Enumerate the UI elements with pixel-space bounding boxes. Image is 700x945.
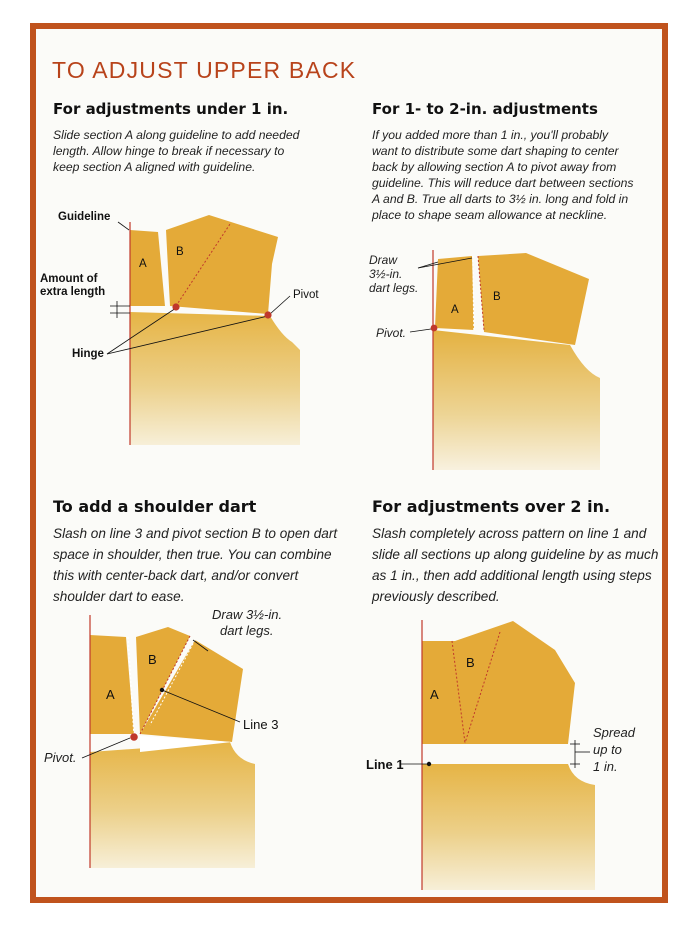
lower-back-piece bbox=[130, 312, 300, 445]
lower-back-piece bbox=[90, 742, 255, 868]
upper-back-piece bbox=[422, 621, 575, 744]
heading-over-2-in: For adjustments over 2 in. bbox=[372, 497, 611, 516]
hinge-label: Hinge bbox=[72, 348, 104, 360]
pivot-label: Pivot. bbox=[376, 326, 407, 340]
section-a-label: A bbox=[139, 258, 147, 270]
pivot-label: Pivot. bbox=[44, 750, 77, 765]
guideline-label: Guideline bbox=[58, 211, 111, 223]
pivot-dot bbox=[431, 325, 438, 332]
section-b-label: B bbox=[466, 655, 475, 670]
section-b-label: B bbox=[176, 246, 184, 258]
section-b bbox=[166, 215, 278, 314]
line-3-label: Line 3 bbox=[243, 717, 279, 732]
section-a bbox=[130, 230, 165, 306]
diagram-under-1-in bbox=[107, 215, 300, 445]
diagram-shoulder-dart bbox=[82, 615, 255, 868]
text-1-to-2-in: If you added more than 1 in., you'll probably want to distribute some dart shaping to center back by allowing section A to pivot away from guideline. This will reduce dart between sections A and B. True all darts to 3½ in. long and fold in place to shape seam allowance at neckline. bbox=[372, 128, 634, 222]
diagram-1-to-2-in bbox=[410, 250, 600, 470]
text-shoulder-dart: Slash on line 3 and pivot section B to open dart space in shoulder, then true. You can combine this with center-back dart, and/or convert shoulder dart to ease. bbox=[53, 526, 338, 604]
page-title: TO ADJUST UPPER BACK bbox=[52, 57, 357, 83]
lower-back-piece bbox=[433, 330, 600, 470]
draw-dart-legs-label: Draw 3½-in. dart legs. bbox=[369, 253, 419, 295]
spread-label: Spread up to 1 in. bbox=[593, 725, 635, 774]
draw-dart-legs-label: Draw 3½-in. dart legs. bbox=[212, 607, 283, 638]
pivot-dot bbox=[130, 733, 138, 741]
section-b-label: B bbox=[148, 652, 157, 667]
diagram-over-2-in bbox=[400, 620, 595, 890]
section-b-label: B bbox=[493, 291, 501, 303]
text-under-1-in: Slide section A along guideline to add needed length. Allow hinge to break if necessary to keep section A aligned with guideline. bbox=[53, 128, 300, 174]
section-a bbox=[90, 635, 134, 734]
lower-back-piece bbox=[422, 764, 595, 890]
pivot-dot bbox=[264, 311, 271, 318]
amount-extra-length-label: Amount of extra length bbox=[40, 273, 106, 298]
hinge-dot bbox=[172, 303, 179, 310]
section-a-label: A bbox=[106, 687, 115, 702]
pivot-label: Pivot bbox=[293, 289, 319, 301]
text-over-2-in: Slash completely across pattern on line 1 and slide all sections up along guideline by as much as 1 in., then add additional length using steps previously described. bbox=[372, 526, 659, 604]
section-a-label: A bbox=[430, 687, 439, 702]
section-a-label: A bbox=[451, 304, 459, 316]
heading-shoulder-dart: To add a shoulder dart bbox=[53, 497, 257, 516]
section-a bbox=[435, 256, 474, 330]
heading-1-to-2-in: For 1- to 2-in. adjustments bbox=[372, 100, 598, 118]
heading-under-1-in: For adjustments under 1 in. bbox=[53, 100, 289, 118]
line-1-label: Line 1 bbox=[366, 757, 404, 772]
